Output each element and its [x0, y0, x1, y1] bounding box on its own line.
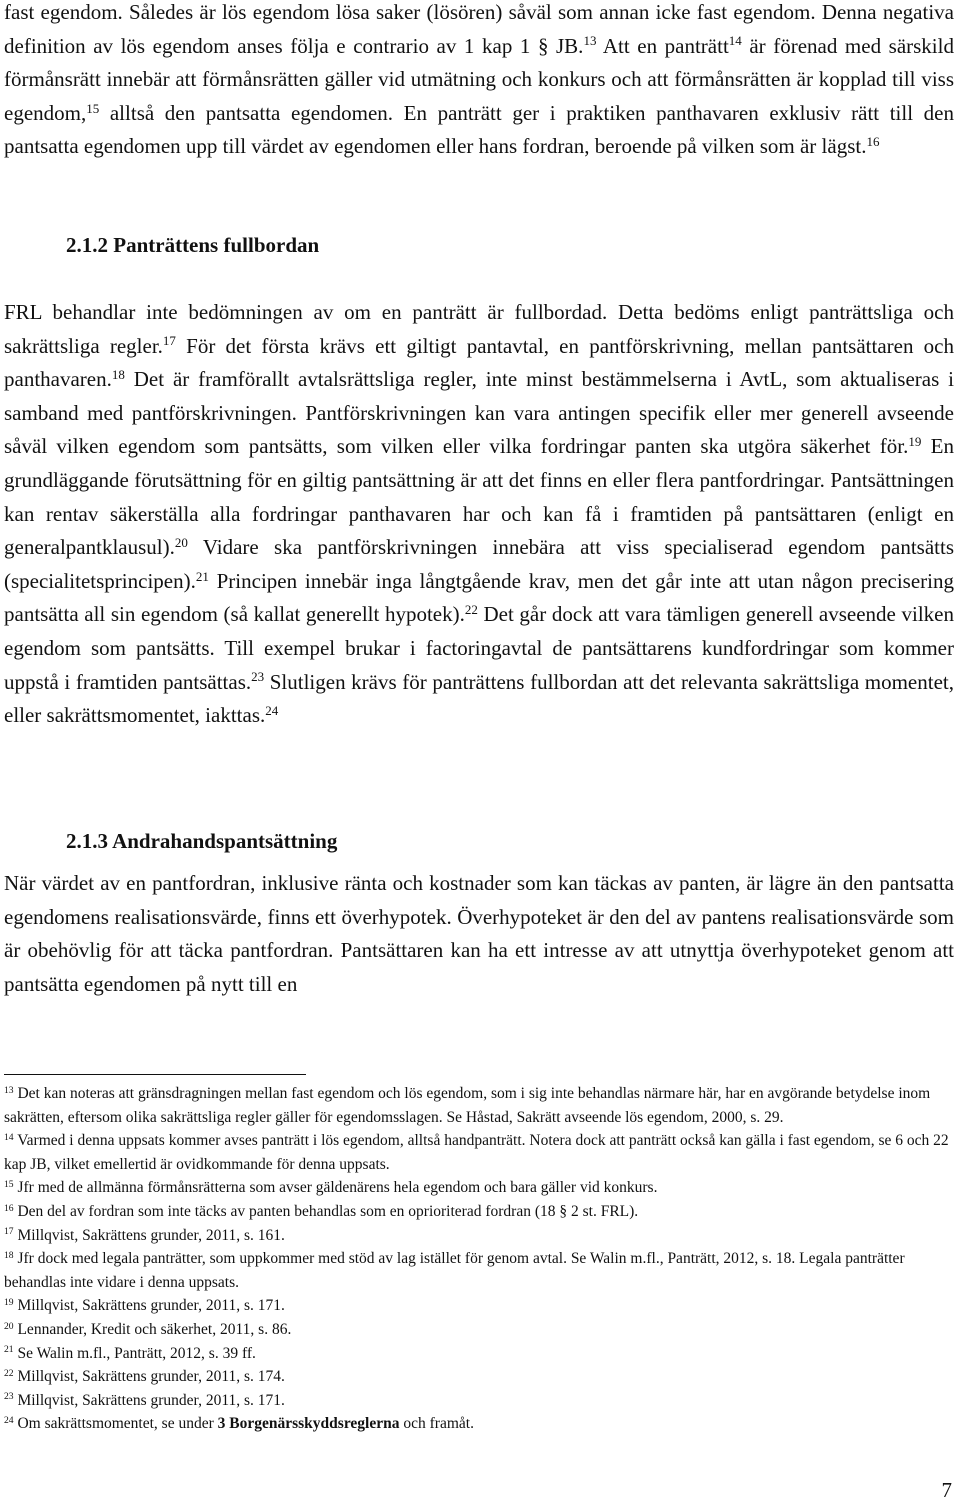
footnote: $^{15}$ Jfr med de allmänna förmånsrätterna som avser gäldenärens hela egendom och bara gäller vid konkurs. — [4, 1179, 658, 1197]
footnote: $^{20}$ Lennander, Kredit och säkerhet, 2011, s. 86. — [4, 1320, 292, 1338]
footnote-ref: 19 — [908, 434, 922, 450]
footnote-ref: 23 — [4, 1391, 14, 1403]
bold-text: 3 Borgenärsskyddsreglerna — [217, 1415, 400, 1433]
footnote-separator — [4, 1074, 306, 1075]
footnote-ref: 13 — [4, 1084, 14, 1096]
footnote: $^{21}$ Se Walin m.fl., Panträtt, 2012, s. 39 ff. — [4, 1344, 256, 1362]
body-paragraph: fast egendom. Således är lös egendom lösa saker (lösören) såväl som annan icke fast egendom. Denna negativa definition av lös egendom anses följa e contrario av 1 kap 1 § JB.$^{13}$ Att en panträtt$^{14}$ är förenad med särskild förmånsrätt innebär att förmånsrätten gäller vid utmätning och konkurs och att förmånsrätten är kopplad till viss egendom,$^{15}$ alltså den pantsatta egendomen. En panträtt ger i praktiken panthavaren exklusiv rätt till den pantsatta egendomen upp till värdet av egendomen eller hans fordran, beroende på vilken som är lägst.$^{16}$ — [4, 0, 954, 159]
footnote-ref: 16 — [4, 1202, 14, 1214]
footnote: $^{13}$ Det kan noteras att gränsdragningen mellan fast egendom och lös egendom, som i sig inte behandlas närmare här, har en avgörande betydelse inom sakrätten, eftersom olika sakrättsliga regler gäller för egendomsslagen. Se Håstad, Sakrätt avseende lös egendom, 2000, s. 29. — [4, 1084, 931, 1126]
footnote-ref: 15 — [4, 1179, 14, 1191]
footnote: $^{17}$ Millqvist, Sakrättens grunder, 2011, s. 161. — [4, 1226, 285, 1244]
body-paragraph: När värdet av en pantfordran, inklusive ränta och kostnader som kan täckas av panten, är lägre än den pantsatta egendomens realisationsvärde, finns ett överhypotek. Överhypoteket är den del av pantens realisationsvärde som är obehövlig för att täcka pantfordran. Pantsättaren kan ha ett intresse av att utnyttja överhypoteket genom att pantsätta egendomen på nytt till en — [4, 871, 954, 996]
footnote-ref: 16 — [866, 134, 880, 150]
footnote-ref: 20 — [4, 1320, 14, 1332]
section-heading: 2.1.3 Andrahandspantsättning — [66, 829, 338, 853]
footnotes — [4, 1082, 954, 1436]
footnote-ref: 21 — [195, 568, 209, 584]
footnote-ref: 19 — [4, 1297, 14, 1309]
footnote-ref: 20 — [174, 535, 188, 550]
footnote: $^{22}$ Millqvist, Sakrättens grunder, 2011, s. 174. — [4, 1367, 285, 1386]
footnote-ref: 24 — [4, 1415, 14, 1427]
footnote-ref: 14 — [728, 33, 742, 49]
footnote-ref: 23 — [251, 669, 265, 685]
footnote: $^{19}$ Millqvist, Sakrättens grunder, 2011, s. 171. — [4, 1297, 285, 1315]
footnote-ref: 21 — [4, 1344, 14, 1356]
footnote-ref: 13 — [583, 33, 597, 49]
section-heading: 2.1.2 Panträttens fullbordan — [66, 233, 320, 257]
footnote: $^{24}$ Om sakrättsmomentet, se under 3 Borgenärsskyddsreglerna och framåt. — [4, 1415, 474, 1433]
footnote-ref: 14 — [4, 1131, 14, 1143]
footnote: $^{14}$ Varmed i denna uppsats kommer avses panträtt i lös egendom, alltså handpanträtt. Notera dock att panträtt också kan gälla i fast egendom, se 6 och 22 kap JB, vilket emellertid är ovidkommande för denna uppsats. — [4, 1131, 949, 1173]
page-number: 7 — [941, 1478, 952, 1502]
footnote: $^{23}$ Millqvist, Sakrättens grunder, 2011, s. 171. — [4, 1391, 285, 1409]
footnote-ref: 17 — [162, 333, 176, 349]
footnote-ref: 18 — [111, 367, 125, 383]
footnote-ref: 18 — [4, 1249, 14, 1261]
footnote-ref: 17 — [4, 1226, 14, 1238]
footnote: $^{18}$ Jfr dock med legala panträtter, som uppkommer med stöd av lag istället för genom avtal. Se Walin m.fl., Panträtt, 2012, s. 18. Legala panträtter behandlas inte vidare i denna uppsats. — [4, 1249, 905, 1291]
footnote-ref: 22 — [4, 1367, 14, 1379]
footnote-ref: 24 — [265, 702, 279, 718]
body-paragraph: FRL behandlar inte bedömningen av om en panträtt är fullbordad. Detta bedöms enligt panträttsliga och sakrättsliga regler.$^{17}$ För det första krävs ett giltigt pantavtal, en pantförskrivning, mellan pantsättaren och panthavaren.$^{18}$ Det är framförallt avtalsrättsliga regler, inte minst bestämmelserna i AvtL, som aktualiseras i samband med pantförskrivningen. Pantförskrivningen kan vara antingen specifik eller mer generell avseende såväl vilken egendom som pantsätts, som vilken eller vilka fordringar panten ska utgöra säkerhet för.$^{19}$ En grundläggande förutsättning för en giltig pantsättning är att det finns en eller flera pantfordringar. Pantsättningen kan rentav säkerställa alla fordringar panthavaren har och kan få i framtiden på pantsättaren (enligt en generalpantklausul).$^{20}$ Vidare ska pantförskrivningen innebära att viss specialiserad egendom pantsätts (specialitetsprincipen).$^{21}$ Principen innebär inga långtgående krav, men det går inte att utan någon precisering pantsätta all sin egendom (så kallat generellt hypotek).$^{22}$ Det går dock att vara tämligen generell avseende vilken egendom som pantsätts. Till exempel brukar i factoringavtal de pantsättarens kundfordringar som kommer uppstå i framtiden pantsättas.$^{23}$ Slutligen krävs för panträttens fullbordan att det relevanta sakrättsliga momentet, eller sakrättsmomentet, iakttas.$^{24}$ — [4, 300, 954, 728]
footnote: $^{16}$ Den del av fordran som inte täcks av panten behandlas som en oprioriterad fordran (18 § 2 st. FRL). — [4, 1202, 639, 1220]
footnote-ref: 15 — [86, 100, 100, 116]
footnote-ref: 22 — [464, 602, 478, 618]
